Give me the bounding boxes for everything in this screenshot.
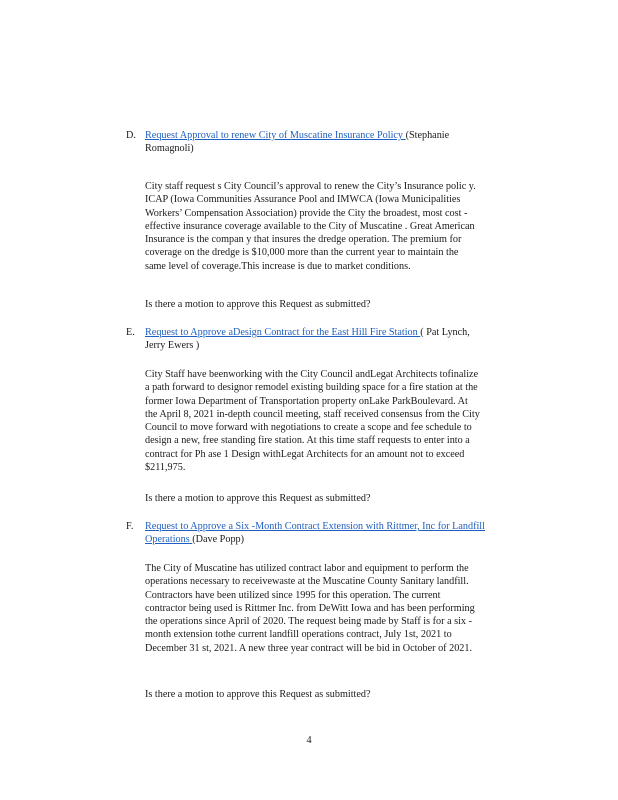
item-e-link[interactable]: Request to Approve aDesign Contract for the East Hill Fire Station bbox=[145, 327, 421, 338]
paragraph-line: Contractors have been utilized since 1995 for this operation. The current bbox=[145, 589, 441, 601]
paragraph-line: the April 8, 2021 in-depth council meeting, staff received consensus from the City bbox=[145, 408, 480, 420]
paragraph-line: ICAP (Iowa Communities Assurance Pool and IMWCA (Iowa Municipalities bbox=[145, 194, 461, 206]
item-f-link[interactable]: Request to Approve a Six -Month Contract Extension with Rittmer, Inc for Landfill bbox=[145, 521, 485, 532]
item-f-heading bbox=[145, 520, 543, 546]
item-d-heading bbox=[145, 129, 543, 155]
item-d-presenter-cont: Romagnoli) bbox=[145, 143, 194, 154]
item-d-paragraph bbox=[145, 180, 543, 273]
item-f-motion-question: Is there a motion to approve this Request as submitted? bbox=[145, 689, 371, 700]
paragraph-line: The City of Muscatine has utilized contract labor and equipment to perform the bbox=[145, 563, 469, 574]
paragraph-line: December 31 st, 2021. A new three year contract will be bid in October of 2021. bbox=[145, 642, 473, 654]
item-d-letter: D. bbox=[126, 130, 136, 141]
paragraph-line: effective insurance coverage available to the City of Muscatine . Great American bbox=[145, 220, 475, 232]
paragraph-line: Insurance is the compan y that insures the dredge operation. The premium for bbox=[145, 234, 462, 246]
item-e-motion-question: Is there a motion to approve this Request as submitted? bbox=[145, 493, 371, 504]
item-f-presenter: (Dave Popp) bbox=[192, 534, 245, 545]
paragraph-line: same level of coverage.This increase is due to market conditions. bbox=[145, 260, 411, 272]
item-e-presenter-cont: Jerry Ewers ) bbox=[145, 340, 200, 351]
paragraph-line: former Iowa Department of Transportation property onLake ParkBoulevard. At bbox=[145, 395, 468, 407]
item-e-letter: E. bbox=[126, 327, 135, 338]
paragraph-line: contractor being used is Rittmer Inc. from DeWitt Iowa and has been performing bbox=[145, 602, 475, 614]
item-d-presenter: (Stephanie bbox=[405, 130, 450, 141]
paragraph-line: design a new, free standing fire station. At this time staff requests to enter into a bbox=[145, 435, 470, 447]
item-f-letter: F. bbox=[126, 521, 134, 532]
paragraph-line: contract for Ph ase 1 Design withLegat Architects for an amount not to exceed bbox=[145, 448, 465, 460]
item-d-link[interactable]: Request Approval to renew City of Muscatine Insurance Policy bbox=[145, 130, 406, 141]
item-f-link-cont[interactable]: Operations bbox=[145, 534, 193, 545]
page-number: 4 bbox=[306, 735, 312, 746]
item-e-presenter: ( Pat Lynch, bbox=[420, 327, 470, 338]
paragraph-line: City Staff have beenworking with the City Council andLegat Architects tofinalize bbox=[145, 369, 479, 380]
item-d-motion-question: Is there a motion to approve this Request as submitted? bbox=[145, 299, 371, 310]
paragraph-line: the operations since April of 2020. The request being made by Staff is for a six - bbox=[145, 616, 472, 628]
paragraph-line: Council to move forward with negotiations to create a scope and fee schedule to bbox=[145, 422, 472, 434]
item-e-paragraph bbox=[145, 368, 543, 474]
paragraph-line: Workers’ Compensation Association) provide the City the broadest, most cost - bbox=[145, 207, 468, 219]
item-e-heading bbox=[145, 326, 543, 352]
paragraph-line: month extension tothe current landfill operations contract, July 1st, 2021 to bbox=[145, 629, 452, 641]
paragraph-line: coverage on the dredge is $10,000 more than the current year to maintain the bbox=[145, 247, 459, 259]
paragraph-line: operations necessary to receivewaste at the Muscatine County Sanitary landfill. bbox=[145, 576, 469, 588]
paragraph-line: $211,975. bbox=[145, 462, 186, 474]
paragraph-line: a path forward to designor remodel existing building space for a fire station at the bbox=[145, 382, 478, 394]
item-f-paragraph bbox=[145, 562, 543, 655]
paragraph-line: City staff request s City Council’s approval to renew the City’s Insurance polic y. bbox=[145, 181, 476, 192]
